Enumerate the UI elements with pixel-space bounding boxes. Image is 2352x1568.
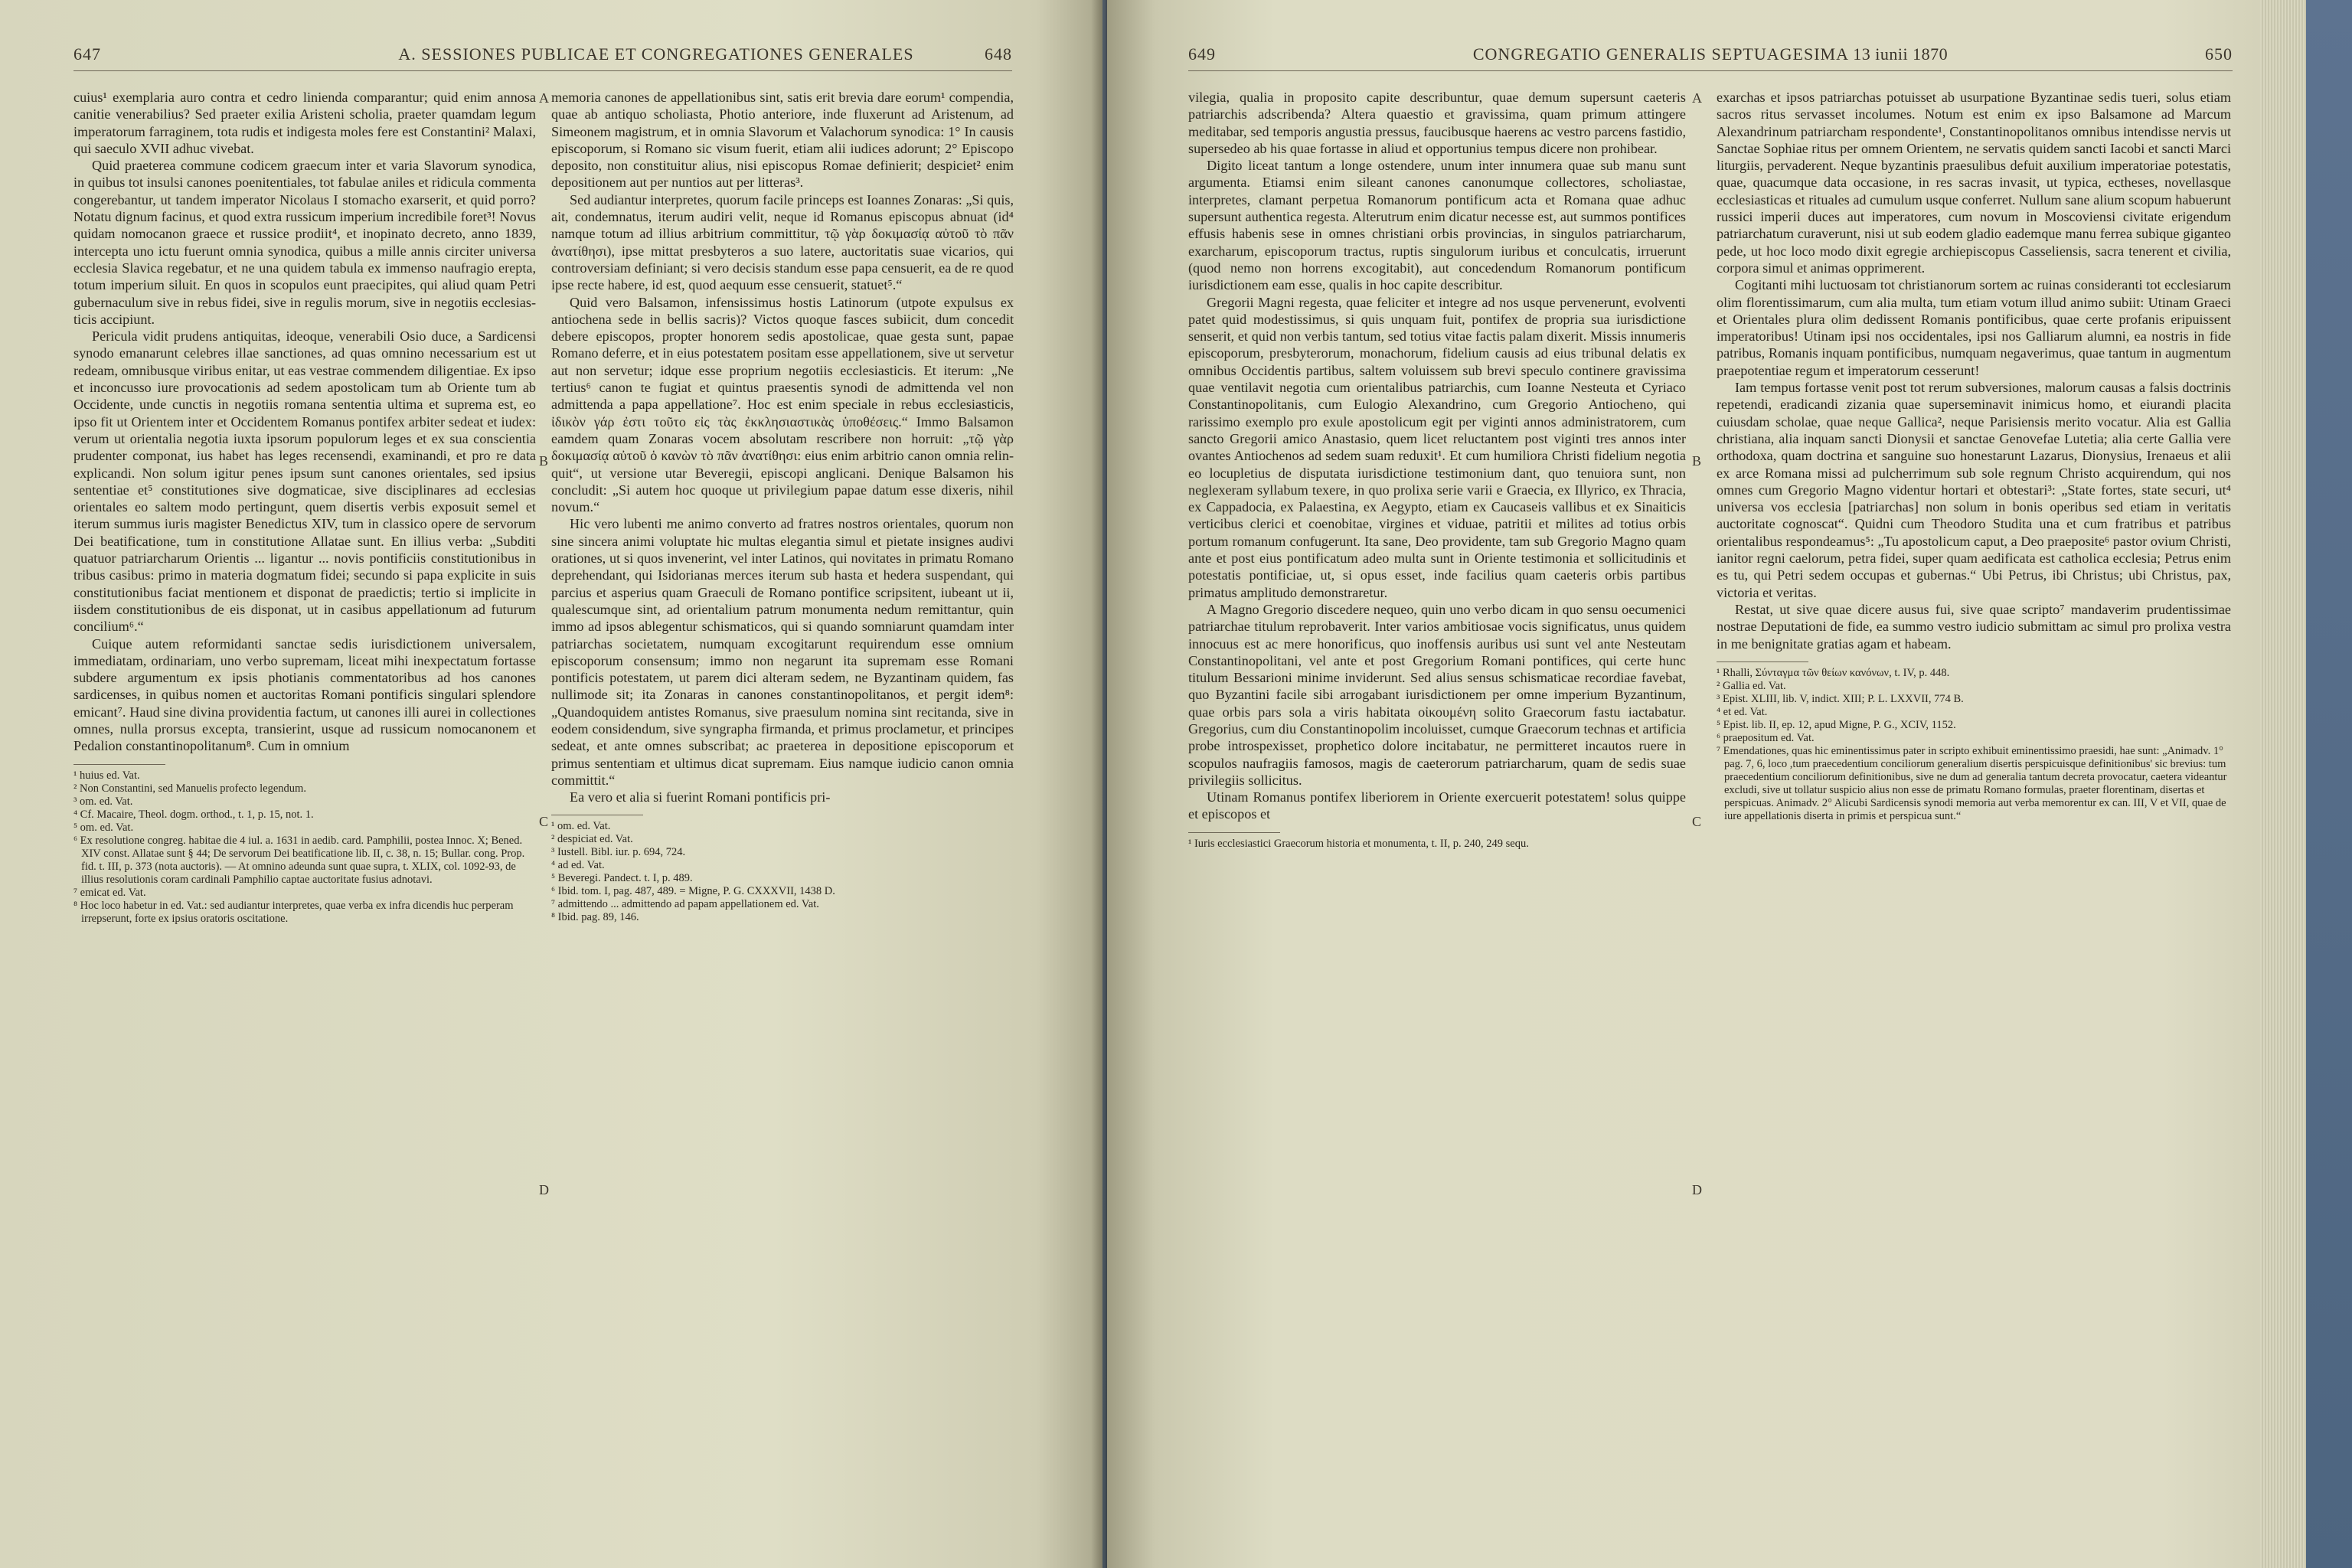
paragraph: Sed audiantur interpretes, quorum facile princeps est Ioannes Zonaras: „Si quis, ait, condemnatus, iterum audiri velit, neque id Romanus episcopus abnuat (id⁴ namque totum ad illius arbitrium committitur, τῷ γὰρ δοκιμασίᾳ αὐτοῦ τὸ πᾶν ἀνατίθησι), ipse mittat presbyteros a suo latere, auctoritatis suae vicarios, qui controversiam definiant; si vero decisis standum esse papa censuerit, ea de re quod ipse recte habere, id est, quod aequum esse censuerit, statuet⁵.“ [551, 191, 1014, 293]
paragraph: exarchas et ipsos patriarchas potuisset ab usurpatione Byzantinae sedis tueri, solus etiam sacros ritus servasset incolumes. Notum est enim ex ipso Balsamone ad Marcum Alexandrinum patriarcham respondente¹, Constantinopolitanos omnibus intendisse nervis ut Sanctae Sophiae ritus per omnem Orientem, ne servatis quidem sancti Iacobi et sancti Marci liturgiis, pervaderent. Neque byzantinis praesulibus defuit auxilium imperatoriae potestatis, quae, quacumque data occasione, in res sacras invasit, ut typica, ectheses, novellasque ecclesiasticas et rituales ad cumulum usque conferret. Nullum sane alium scopum habuerunt russici imperii duces aut imperatores, cum novum in Moscoviensi civitate erigendum patriarchatum curaverunt, nisi ut sub eodem gladio eademque manu ferrea subique giganteo pede, ut hoc loco modo dixit egregie archiepiscopus Casseliensis, sacra tenerent et civilia, corpora simul et animas opprimerent. [1717, 90, 2231, 276]
page-number-647: 647 [74, 44, 101, 64]
right-page [1107, 0, 2306, 1568]
left-page [0, 0, 1102, 1568]
paragraph: A Magno Gregorio discedere nequeo, quin uno verbo dicam in quo sensu oecumenici patriarchae titulum reprobaverit. Inter varios ambitiosae vocis significatus, unus quidem innocuus est ac mere honorificus, quo inoffensis auribus usi sunt vel ante Nesteutam Constantinopolitani, vel ante et post Gregorium Romani pontifices, qui certe hunc titulum Bessarioni minime inviderunt. Sed alius sensus schismaticae recordiae favebat, quo Byzantini facile sibi arrogabant iurisdictionem per omne imperium Byzantinum, quae orbis pars sola a viris habitata οἰκουμένη solito Graecorum fastu iactabatur. Gregorius, cum diu Constantinopolim incoluisset, cumque Graecorum technas et artificia probe introspexisset, prophetico dolore incitabatur, ne permitteret incautos ruere in scopulos naufragiis famosos, magis de caeterorum patriarcharum, quam de sedis suae privilegiis sollicitus. [1188, 601, 1686, 788]
footnote: ⁵ Beveregi. Pandect. t. I, p. 489. [551, 872, 693, 885]
footnote: ⁵ om. ed. Vat. [74, 821, 134, 834]
page-number-649: 649 [1188, 44, 1216, 64]
paragraph: Cogitanti mihi luctuosam tot christianorum sortem ac ruinas consideranti tot ecclesiarum olim florentissimarum, cum alia multa, tum etiam votum illud animo subiit: Utinam Graeci et Orientales plura olim dedissent Romanis pontificibus, quae certe profanis eripuissent imperatoribus! Utinam ipsi nos occidentales, ipsi nos Galliarum alumni, ea nostris in fide patribus, Romanis inquam pontificibus, numquam negaverimus, quae tantum in augmentum praepotentiae regum et imperatorum cesserunt! [1717, 277, 2231, 378]
paragraph: Utinam Romanus pontifex liberiorem in Oriente exercuerit potestatem! solus quippe et episcopos et [1188, 789, 1686, 822]
footnote-rule [74, 764, 165, 765]
paragraph: vilegia, qualia in proposito capite describuntur, quae demum supersunt caeteris patriarchis adscribenda? Altera quaestio et gravissima, quam primum attingere meditabar, sed temporis angustia pressus, faucibusque haerens ac vestro parcens fastidio, supersedeo ab his quae fortasse in aliud et opportunius tempus dicere non prohibear. [1188, 90, 1686, 156]
footnote: ⁴ et ed. Vat. [1717, 705, 1768, 718]
margin-letter-b: B [1692, 453, 1702, 469]
footnote: ² Non Constantini, sed Manuelis profecto legendum. [74, 782, 306, 795]
right-running-head [1188, 44, 2233, 71]
footnote: ⁵ Epist. lib. II, ep. 12, apud Migne, P. G., XCIV, 1152. [1717, 718, 1956, 731]
footnote: ⁸ Ibid. pag. 89, 146. [551, 911, 639, 924]
left-column-1 [74, 89, 536, 926]
margin-letter-c: C [1692, 814, 1702, 829]
paragraph: memoria canones de appellationibus sint, satis erit brevia dare eorum¹ compendia, quae ab antiquo scholiasta, Photio anteriore, inde fluxerunt ad Aristenum, ad Simeonem magistrum, et in omnia Slavorum et Valachorum synodica: 1° In causis episcoporum, si Romano sic visum fuerit, etiam alii iudices adorunt; 2° Episcopo deposito, non constituitur alius, nisi episcopus Romae definierit; despiciet² enim depositionem aut per nuntios aut per litteras³. [551, 90, 1014, 191]
footnote: ⁴ ad ed. Vat. [551, 859, 605, 872]
left-head-rule [74, 70, 1012, 71]
margin-letter-a: A [1692, 90, 1702, 106]
footnote: ⁷ emicat ed. Vat. [74, 886, 146, 899]
footnote: ¹ Rhalli, Σύνταγμα τῶν θείων κανόνων, t. IV, p. 448. [1717, 666, 1950, 679]
footnote: ³ Iustell. Bibl. iur. p. 694, 724. [551, 846, 686, 859]
footnote: ⁷ Emendationes, quas hic eminentissimus pater in scripto exhibuit eminentissimo praesidi, hae sunt: „Animadv. 1° pag. 7, 6, loco ,tum praecedentium conciliorum generalium disertis perspicuisque definitionibus' sic brevius: tum praecedentium conciliorum definitionibus, sive ne dum ad generalia tantum decreta provocatur, caetera videantur excludi, sive ut tollatur suspicio alius non esse de primatu Romano formulas, praeter florentinam, disertas et perspicuas. Animadv. 2° Alicubi Sardicensis synodi memoria aut verba memorentur ex can. III, V et VII, quae de iure appellationis diserta in primis et perspicua sunt.“ [1717, 744, 2227, 822]
footnote: ³ om. ed. Vat. [74, 795, 133, 808]
left-running-head [74, 44, 1012, 71]
paragraph: Ea vero et alia si fuerint Romani pontificis pri- [570, 789, 831, 805]
margin-letter-d: D [1692, 1182, 1702, 1197]
page-number-650: 650 [2205, 44, 2233, 64]
left-column-2 [551, 89, 1014, 924]
margin-letter-b: B [539, 453, 549, 469]
right-column-1 [1188, 89, 1686, 851]
footnote: ¹ om. ed. Vat. [551, 820, 611, 833]
footnote: ⁷ admittendo ... admittendo ad papam appellationem ed. Vat. [551, 898, 819, 911]
right-running-date: 13 iunii 1870 [1853, 44, 1949, 64]
footnote: ³ Epist. XLIII, lib. V, indict. XIII; P. L. LXXVII, 774 B. [1717, 692, 1964, 705]
right-running-title: CONGREGATIO GENERALIS SEPTUAGESIMA [1472, 44, 1848, 64]
footnote-rule [1188, 832, 1280, 833]
footnote: ⁶ praepositum ed. Vat. [1717, 731, 1815, 744]
paragraph: Quid praeterea commune codicem graecum inter et varia Slavorum synodica, in quibus tot insulsi canones poenitentiales, tot fabulae aniles et ridicula commenta congerebantur, ut tandem imperator Nicolaus I stomacho exarserit, et quid porro? Notatu dignum facinus, et quod extra russicum imperium incredibile foret³! Novus quidam nomocanon graece et russice prodiit⁴, et inopinato decreto, anno 1839, intercepta uno ictu fuerunt omnia synodica, quibus a mille annis circiter universa ecclesia Slavica regebatur, et ne una quidem tabula ex immenso naufragio erepta, totum imperium siluit. En quos in scopulos eunt praecipites, qui aliud quam Petri gubernaculum sive in rebus fidei, sive in regulis morum, sive in negotiis ecclesiasticis accipiunt. [74, 158, 536, 327]
margin-letter-a: A [539, 90, 549, 106]
right-column-2 [1717, 89, 2231, 823]
paragraph: Digito liceat tantum a longe ostendere, unum inter innumera quae sub manu sunt argumenta. Etiamsi enim sileant canones canonumque collectores, scholiastae, interpretes, clamant perpetua Romanorum pontificum acta et Romana quae adhuc supersunt authentica regesta. Alterutrum enim dicatur necesse est, aut summos pontifices effusis habenis sese in omnes christiani orbis provincias, in singulos patriarcharum, exarcharum, episcoporum tractus, ruptis singulorum iuribus et conculcatis, irruerunt (quod nemo non horrens excogitabit), aut concedendum Romanorum pontificum iurisdictionem eam esse, qualis in hoc capite describitur. [1188, 158, 1686, 293]
footnotes [1717, 667, 2231, 823]
footnote: ² despiciat ed. Vat. [551, 833, 633, 846]
paragraph: cuius¹ exemplaria auro contra et cedro linienda comparantur; quid enim annosa canitie venerabilius? Sed praeter exilia Aristeni scholia, praeter quamdam legum imperatorum farraginem, tota rudis et indigesta moles fere est Constantini² Malaxi, qui saeculo XVII adhuc vivebat. [74, 90, 536, 156]
paragraph: Pericula vidit prudens antiquitas, ideoque, venerabili Osio duce, a Sardicensi synodo emanarunt celebres illae sanctiones, ad quas omnino necessarium est ut redeam, omnibusque viribus enitar, ut eas vestrae commendem diligentiae. Ex ipso et inconcusso iure provocationis ad sedem apostolicam tum ab Oriente tum ab Occidente, unde cunctis in negotiis romana sententia ultima et suprema est, eo ipso fit ut Orientem inter et Occidentem Romanus pontifex arbiter sedeat et iudex: verum ut orientalia negotia iuxta ipsorum populorum leges et ex sua conscientia prudenter componat, ius habet has leges recensendi, examinandi, et pro re data explicandi. Non solum igitur penes ipsum sunt canones orientales, sed ipsius sententiae et⁵ constitutiones sive dogmaticae, sive disciplinares ad ecclesias orientales eo saltem modo pertingunt, quem disertis verbis exposuit semel et iterum summus iuris magister Benedictus XIV, tum in classico opere de servorum Dei beatificatione, tum in constitutione Allatae sunt. En illius verba: „Subditi quatuor patriarcharum Orientis ... ligantur ... novis pontificiis constitutionibus in tribus casibus: primo in materia dogmatum fidei; secundo si papa explicite in suis constitutionibus faciat mentionem et disponat de praedictis; tertio si implicite in iisdem constitutionibus de eis disponat, ut in casibus appellationum ad futurum concilium⁶.“ [74, 328, 536, 635]
left-running-title: A. SESSIONES PUBLICAE ET CONGREGATIONES GENERALES [398, 44, 914, 64]
paragraph: Restat, ut sive quae dicere ausus fui, sive quae scripto⁷ mandaverim prudentissimae nostrae Deputationi de fide, ea summo vestro iudicio submittam ac simul pro prolixa vestra in me benignitate gratias agam et habeam. [1717, 601, 2231, 652]
footnotes [74, 769, 536, 926]
margin-letter-d: D [539, 1182, 549, 1197]
paragraph: Cuique autem reformidanti sanctae sedis iurisdictionem universalem, immediatam, ordinariam, uno verbo supremam, liceat mihi inexpectatum fortasse subdere argumentum ex ipsis photianis commentatoribus ad hos canones sardicenses, in quibus nomen et auctoritas Romani pontificis singulari splendore emicant⁷. Haud sine divina providentia factum, ut canones illi aurei in collectiones omnes, nulla prorsus excepta, transierint, usque ad russicum nomocanonem et Pedalion constantinopolitanum⁸. Cum in omnium [74, 635, 536, 754]
footnote: ⁴ Cf. Macaire, Theol. dogm. orthod., t. 1, p. 15, not. 1. [74, 808, 314, 821]
footnote: ¹ Iuris ecclesiastici Graecorum historia et monumenta, t. II, p. 240, 249 sequ. [1188, 837, 1529, 850]
margin-letter-c: C [539, 814, 549, 829]
footnote: ⁶ Ex resolutione congreg. habitae die 4 iul. a. 1631 in aedib. card. Pamphilii, postea Innoc. X; Bened. XIV const. Allatae sunt § 44; De servorum Dei beatificatione lib. II, c. 38, n. 15; Bullar. cong. Prop. fid. t. III, p. 373 (nota auctoris). — At omnino adeunda sunt quae supra, t. XLIX, col. 1092-93, de illius resolutionis coram cardinali Pamphilio captae auctoritate fusius adnotavi. [74, 834, 525, 886]
paragraph: Gregorii Magni regesta, quae feliciter et integre ad nos usque pervenerunt, evolventi patet quid modestissimus, si quis unquam fuit, pontifex de propria sua iurisdictione senserit, et quid non verbis tantum, sed totius vitae factis palam dixerit. Missis innumeris episcoporum, presbyterorum, monachorum, fidelium causis ad eius tribunal delatis ex omnibus Occidentis partibus, saltem voluissem sub brevi speculo continere gravissima quae ventilavit negotia cum orientalibus patriarchis, cum Ioanne Nesteuta et Cyriaco Constantinopolitanis, cum Eulogio Alexandrino, cum Gregorio Antiocheno, qui rarissimo exemplo pro exule apostolicum egit per viginti annos administratorem, cum sancto Gregorii amico Anastasio, quem licet reluctantem post viginti tres annos inter ovantes Antiochenos ad sedem suam reduxit¹. Et cum humiliora Christi fidelium negotia eo locupletius de disputata iurisdictione testimonium dant, quo tenuiora sunt, non neglexeram syllabum texere, in quo prolixa serie varii e Graecia, ex Illyrico, ex Thracia, ex Cappadocia, ex Palaestina, ex Aegypto, etiam ex Caucaseis vallibus et ex Sinaiticis verticibus clerici et coenobitae, virgines et viduae, patritii et milites ad totius orbis portum romanum confugerunt. Ita sane, Deo providente, tam sub Gregorio Magno quam ante et post eius pontificatum adeo multa sunt in Oriente testimonia et sollicitudinis et potestatis pontificiae, ut, si opus esset, inde facilius quam caeteris orbis partibus primatus amplitudo demonstraretur. [1188, 294, 1686, 600]
footnote: ⁶ Ibid. tom. I, pag. 487, 489. = Migne, P. G. CXXXVII, 1438 D. [551, 885, 835, 898]
page-number-648: 648 [985, 44, 1012, 64]
footnote: ¹ huius ed. Vat. [74, 769, 140, 782]
footnote: ² Gallia ed. Vat. [1717, 679, 1786, 692]
paragraph: Iam tempus fortasse venit post tot rerum subversiones, malorum causas a falsis doctrinis repetendi, eradicandi zizania quae superseminavit inimicus homo, et eiurandi placita cuiusdam scholae, quae neque Gallica², neque Parisiensis merito vocatur. Alia est Gallia christiana, alia inquam sancti Dionysii et sanctae Genovefae Lutetia; alia certe Gallia vere orthodoxa, quam doctrina et sanguine suo honestarunt Lazarus, Dionysius, Irenaeus et alii ex arce Romana missi ad pulcherrimum sub sole regnum Christo acquirendum, qui nos omnes cum Gregorio Magno videntur hortari et obtestari³: „State fortes, state securi, ut⁴ universa vos ecclesia [patriarchas] non solum in bonis operibus sed etiam in veritatis auctoritate cognoscat“. Quidni cum Theodoro Studita una et cum fratribus et patribus orientalibus respondeamus⁵: „Tu apostolicum caput, a Deo praeposite⁶ pastor ovium Christi, ianitor regni caelorum, petra fidei, super quam aedificata est catholica ecclesia; Petrus enim es tu, qui Petri sedem occupas et gubernas.“ Ubi Petrus, ibi Christus; ubi Christus, pax, victoria et veritas. [1717, 380, 2231, 600]
footnotes [1188, 838, 1686, 851]
paragraph: Quid vero Balsamon, infensissimus hostis Latinorum (utpote expulsus ex antiochena sede in bellis sacris)? Victos quoque fasces subiicit, dum concedit debere episcopos, propter honorem sedis apostolicae, quae gesta sunt, papae Romano deferre, et in eius potestatem positam esse appellationem, sive ut servetur aut non servetur; idque esse proprium negotiis ecclesiasticis. Et iterum: „Ne tertius⁶ canon te fugiat et quintus praesentis synodi de admittenda vel non admittenda a papa appellatione⁷. Hoc est enim speciale in rebus ecclesiasticis, ἰδικὸν γάρ ἐστι τοῦτο εἰς τὰς ἐκκλησιαστικὰς ὑποθέσεις.“ Immo Balsamon eamdem quam Zonaras vocem absolutam rescribere non horruit: „τῷ γὰρ δοκιμασίᾳ αὐτοῦ ὁ κανὼν τὸ πᾶν ἀνατίθησι: eius enim arbitrio canon omnia relinquit“, ut versione utar Beveregii, episcopi anglicani. Denique Balsamon his concludit: „Si autem hoc quoque ut privilegium papae datum esse dixeris, nihil novum.“ [551, 294, 1014, 515]
right-running-title-wrap [1250, 44, 2171, 64]
page-edge [2260, 0, 2306, 1568]
footnote: ⁸ Hoc loco habetur in ed. Vat.: sed audiantur interpretes, quae verba ex infra dicendis huc perperam irrepserunt, forte ex ipsius oratoris oscitatione. [74, 899, 514, 925]
paragraph: Hic vero lubenti me animo converto ad fratres nostros orientales, quorum non sine sincera animi voluptate hic multas elegantia simul et pietate insignes audivi orationes, ut si quos invenerint, vel inter Latinos, qui novitates in primatu Romano deprehendant, qui Isidorianas merces iterum sub hasta et hedera suspendant, qui parcius et asperius quam Graeculi de Romano pontifice scripsitent, iubeant ut ii, qualescumque sint, ad orientalium patrum monumenta nedum remittantur, quin immo ad ipsos ablegentur schismaticos, qui si quando somniarunt quamdam inter patriarchas societatem, numquam excogitarunt requirendum esse omnium episcoporum consensum; immo non negarunt ita supremam esse Romani pontificis potestatem, ut parem dici alteram sedem, ne Byzantinam quidem, fas nullimode sit; ita Zonaras in canones constantinopolitanos, et pergit idem⁸: „Quandoquidem antistes Romanus, sive praesulum nomina sint recitanda, sive in eodem considendum, sive syngrapha firmanda, et primus proclametur, et principes sedeat, et ante omnes subscribat; ac praeterea in depositione episcoporum et primus sententiam et ultimus dicat supremam. Eius namque iudicio canon omnia committit.“ [551, 516, 1014, 788]
footnotes [551, 820, 1014, 924]
